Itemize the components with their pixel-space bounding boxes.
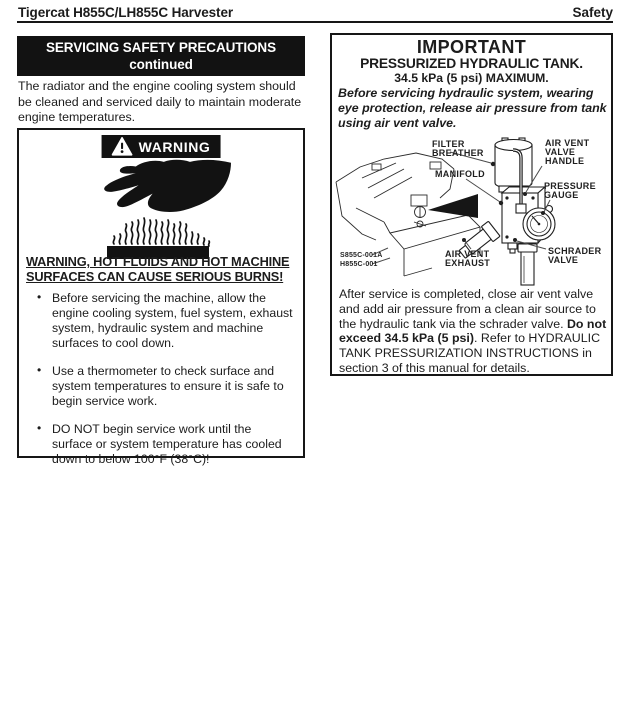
after-service-text: . Refer to HYDRAULIC TANK PRESSURIZATION INSTRUCTIONS in section 3 of this manual for details.: [339, 331, 601, 375]
bullet-list: [19, 291, 303, 480]
important-title: IMPORTANT: [416, 37, 527, 57]
warning-statement-line2: SURFACES CAN CAUSE SERIOUS BURNS!: [26, 268, 284, 284]
intro-paragraph: The radiator and the engine cooling system should be cleaned and serviced daily to maintain moderate engine temperatures.: [18, 79, 302, 125]
bullet-text: DO NOT begin service work until the surface or system temperature has cooled down to below 100°F (38°C)!: [52, 422, 282, 466]
diagram-label-filter-breather: FILTER: [432, 139, 465, 149]
detail-pointer-arrow: [428, 194, 478, 218]
diagram-label-manifold: MANIFOLD: [435, 169, 485, 179]
after-service-text: After service is completed, close air vent valve and add air pressure from a clean air source to the hydraulic tank via the schrader valve.: [339, 287, 596, 331]
diagram-label-pressure-gauge: GAUGE: [544, 190, 579, 200]
after-service-paragraph: [339, 287, 609, 376]
section-title-box: [17, 36, 305, 76]
eye-protection-note: Before servicing hydraulic system, wearing eye protection, release air pressure from tank using air vent valve.: [338, 86, 607, 130]
figure-code: H855C-001: [340, 261, 378, 268]
after-service-bold-limit: Do not exceed 34.5 kPa (5 psi): [339, 316, 607, 346]
page-title: Tigercat H855C/LH855C Harvester: [18, 5, 234, 20]
bullet-item: [19, 291, 303, 351]
diagram-label-filter-breather: BREATHER: [432, 148, 484, 158]
section-title-line1: SERVICING SAFETY PRECAUTIONS: [46, 40, 276, 55]
warning-triangle-icon: [112, 137, 133, 156]
warning-statement: [26, 255, 289, 284]
warning-statement-line1: WARNING, HOT FLUIDS AND HOT MACHINE: [26, 254, 290, 269]
diagram-label-air-vent-valve-handle: VALVE: [545, 147, 576, 157]
diagram-label-air-vent-valve-handle: HANDLE: [545, 156, 585, 166]
page-section: Safety: [572, 5, 613, 20]
diagram-label-air-vent-valve-handle: AIR VENT: [545, 138, 590, 148]
diagram-label-air-vent-exhaust: EXHAUST: [445, 258, 491, 268]
figure-code: S855C-001A: [340, 252, 383, 259]
diagram-label-pressure-gauge: PRESSURE: [544, 181, 596, 191]
warning-label: [102, 135, 221, 158]
warning-label-text: WARNING: [138, 138, 211, 155]
warning-box: [17, 128, 305, 466]
section-title-line2: continued: [129, 56, 193, 72]
diagram-label-schrader-valve: VALVE: [548, 255, 579, 265]
hot-surface-hand-icon: [91, 159, 231, 217]
header-divider: [17, 21, 613, 23]
bullet-item: [19, 364, 303, 409]
important-subtitle: PRESSURIZED HYDRAULIC TANK.: [360, 56, 583, 71]
diagram-label-air-vent-exhaust: AIR VENT: [445, 249, 490, 259]
hydraulic-tank-diagram: [332, 136, 612, 286]
pressure-limit: 34.5 kPa (5 psi) MAXIMUM.: [394, 70, 549, 85]
bullet-item: [19, 422, 303, 467]
bullet-text: Use a thermometer to check surface and system temperatures to ensure it is safe to begin service work.: [52, 364, 284, 408]
important-box: [330, 33, 613, 376]
bullet-text: Before servicing the machine, allow the engine cooling system, fuel system, exhaust system, hydraulic system and machine surfaces to cool down.: [52, 291, 293, 350]
diagram-label-schrader-valve: SCHRADER: [548, 246, 602, 256]
